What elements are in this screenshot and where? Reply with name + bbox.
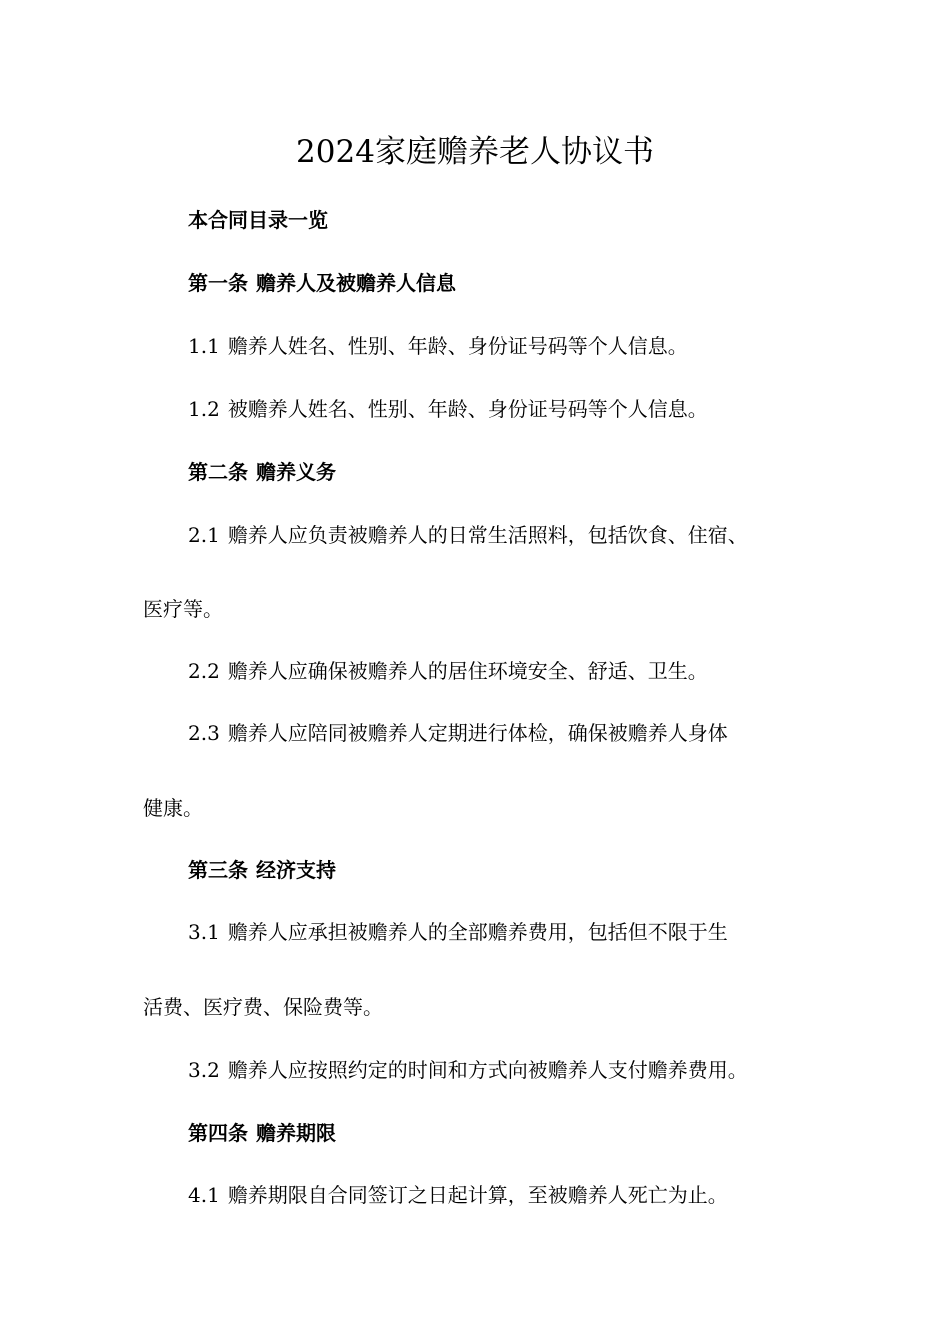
clause-2-1-continuation: 医疗等。 [143, 597, 223, 621]
section-heading-3 [188, 855, 888, 885]
document-title: 2024家庭赡养老人协议书 [296, 134, 654, 170]
clause-number: 3.2 [188, 1058, 220, 1082]
clause-number: 1.1 [188, 334, 220, 358]
clause-2-2 [188, 656, 888, 686]
clause-number: 2.1 [188, 523, 220, 547]
clause-text: 被赡养人姓名、性别、年龄、身份证号码等个人信息。 [227, 397, 708, 421]
clause-4-1 [188, 1180, 888, 1210]
section-heading-1 [188, 268, 888, 298]
section-title: 经济支持 [256, 858, 336, 882]
clause-text: 赡养人姓名、性别、年龄、身份证号码等个人信息。 [227, 334, 688, 358]
section-title: 赡养义务 [256, 460, 336, 484]
clause-text: 赡养人应承担被赡养人的全部赡养费用，包括但不限于生 [227, 920, 728, 944]
section-number: 第二条 [188, 460, 248, 484]
clause-number: 4.1 [188, 1183, 220, 1207]
clause-text: 赡养期限自合同签订之日起计算，至被赡养人死亡为止。 [227, 1183, 728, 1207]
clause-1-1 [188, 331, 888, 361]
section-number: 第四条 [188, 1121, 248, 1145]
section-title: 赡养期限 [256, 1121, 336, 1145]
section-heading-2 [188, 457, 888, 487]
toc-heading: 本合同目录一览 [188, 208, 328, 232]
clause-1-2 [188, 394, 888, 424]
clause-2-3 [188, 718, 888, 748]
section-number: 第一条 [188, 271, 248, 295]
clause-number: 2.2 [188, 659, 220, 683]
clause-number: 1.2 [188, 397, 220, 421]
clause-number: 3.1 [188, 920, 220, 944]
clause-3-1 [188, 917, 888, 947]
clause-3-2 [188, 1055, 888, 1085]
section-heading-4 [188, 1118, 888, 1148]
clause-text: 赡养人应确保被赡养人的居住环境安全、舒适、卫生。 [227, 659, 708, 683]
clause-text: 赡养人应按照约定的时间和方式向被赡养人支付赡养费用。 [227, 1058, 748, 1082]
clause-2-1 [188, 520, 888, 550]
clause-3-1-continuation: 活费、医疗费、保险费等。 [143, 995, 383, 1019]
clause-number: 2.3 [188, 721, 220, 745]
clause-text: 赡养人应负责被赡养人的日常生活照料，包括饮食、住宿、 [227, 523, 748, 547]
clause-2-3-continuation: 健康。 [143, 796, 203, 820]
section-number: 第三条 [188, 858, 248, 882]
section-title: 赡养人及被赡养人信息 [256, 271, 456, 295]
clause-text: 赡养人应陪同被赡养人定期进行体检，确保被赡养人身体 [227, 721, 728, 745]
